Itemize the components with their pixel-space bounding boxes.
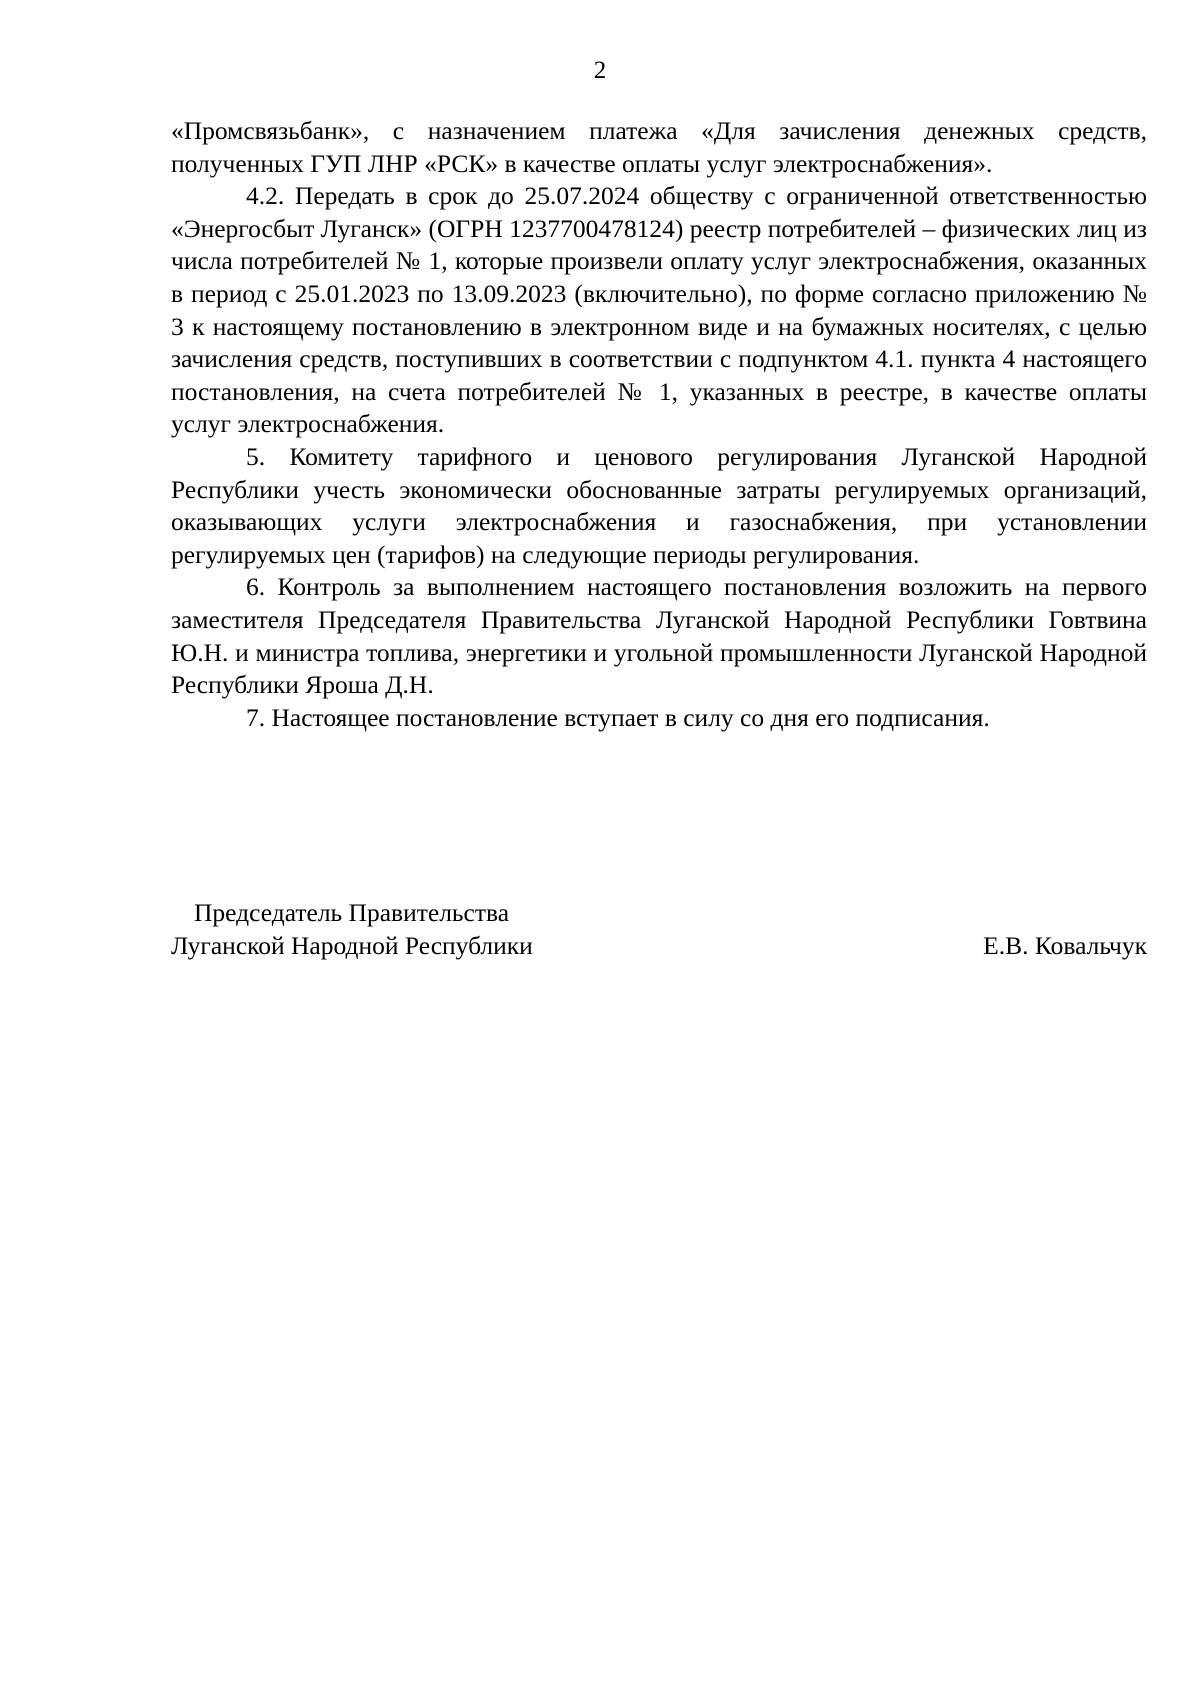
paragraph-4-2: 4.2. Передать в срок до 25.07.2024 обществу с ограниченной ответственностью «Энергосбыт Луганск» (ОГРН 1237700478124) реестр потребителей – физических лиц из числа потребителей № 1, которые произвели оплату услуг электроснабжения, оказанных в период с 25.01.2023 по 13.09.2023 (включительно), по форме согласно приложению № 3 к настоящему постановлению в электронном виде и на бумажных носителях, с целью зачисления средств, поступивших в соответствии с подпунктом 4.1. пункта 4 настоящего постановления, на счета потребителей № 1, указанных в реестре, в качестве оплаты услуг электроснабжения. xyxy=(171,181,1147,439)
paragraph-5: 5. Комитету тарифного и ценового регулирования Луганской Народной Республики учесть экономически обоснованные затраты регулируемых организаций, оказывающих услуги электроснабжения и газоснабжения, при установлении регулируемых цен (тарифов) на следующие периоды регулирования. xyxy=(171,441,1147,569)
signatory-position-line1: Председатель Правительства xyxy=(194,898,510,927)
page-number: 2 xyxy=(593,57,607,84)
signature-row xyxy=(171,929,1147,962)
signatory-name: Е.В. Ковальчук xyxy=(983,931,1147,960)
document-body xyxy=(171,115,1147,734)
paragraph-7: 7. Настоящее постановление вступает в силу со дня его подписания. xyxy=(246,702,990,732)
signature-block xyxy=(171,896,1147,962)
paragraph-6: 6. Контроль за выполнением настоящего постановления возложить на первого заместителя Председателя Правительства Луганской Народной Республики Говтвина Ю.Н. и министра топлива, энергетики и угольной промышленности Луганской Народной Республики Яроша Д.Н. xyxy=(171,572,1147,700)
paragraph-continuation: «Промсвязьбанк», с назначением платежа «Для зачисления денежных средств, полученных ГУП ЛНР «РСК» в качестве оплаты услуг электроснабжения». xyxy=(171,116,1147,178)
signatory-position-line2: Луганской Народной Республики xyxy=(171,931,533,960)
